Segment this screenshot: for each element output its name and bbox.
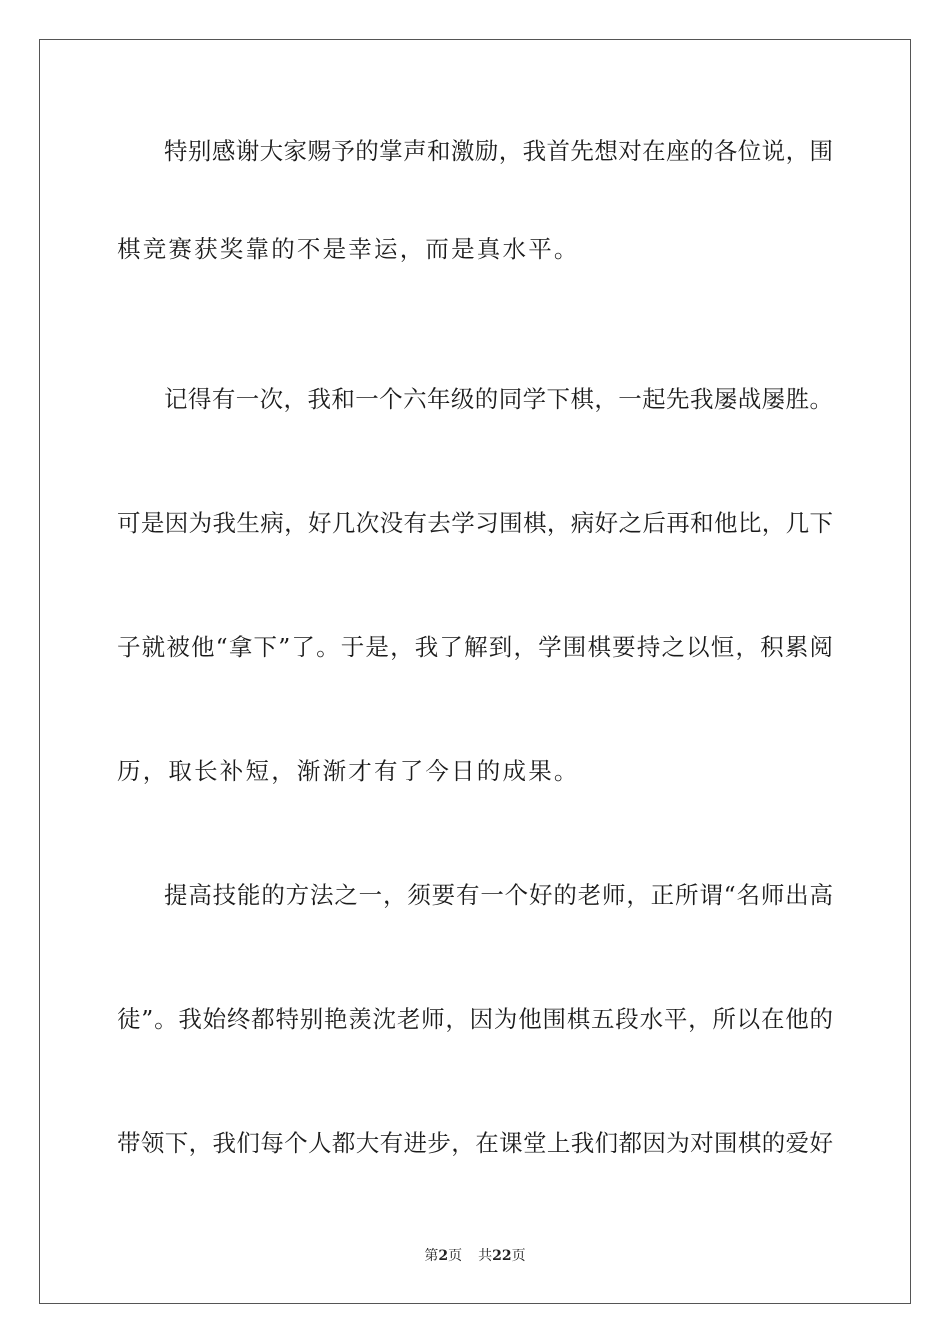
page-frame	[39, 39, 911, 1304]
paragraph-line: 特别感谢大家赐予的掌声和激励，我首先想对在座的各位说，围	[164, 137, 833, 165]
page-footer	[0, 1246, 950, 1266]
page-indicator: 第2页	[424, 1248, 463, 1264]
total-pages-indicator: 共22页	[478, 1248, 526, 1264]
paragraph-line: 记得有一次，我和一个六年级的同学下棋，一起先我屡战屡胜。	[164, 385, 833, 413]
paragraph-line: 子就被他“拿下”了。于是，我了解到，学围棋要持之以恒，积累阅	[117, 633, 833, 661]
paragraph-line: 可是因为我生病，好几次没有去学习围棋，病好之后再和他比，几下	[117, 509, 833, 537]
paragraph-line: 带领下，我们每个人都大有进步，在课堂上我们都因为对围棋的爱好	[117, 1129, 833, 1157]
paragraph-line: 徒”。我始终都特别艳羡沈老师，因为他围棋五段水平，所以在他的	[117, 1005, 833, 1033]
page-number: 2	[438, 1248, 449, 1264]
paragraph-line: 提高技能的方法之一，须要有一个好的老师，正所谓“名师出高	[164, 881, 833, 909]
total-pages: 22	[492, 1248, 512, 1264]
paragraph-line: 历，取长补短，渐渐才有了今日的成果。	[117, 757, 580, 785]
paragraph-line: 棋竞赛获奖靠的不是幸运，而是真水平。	[117, 235, 580, 263]
